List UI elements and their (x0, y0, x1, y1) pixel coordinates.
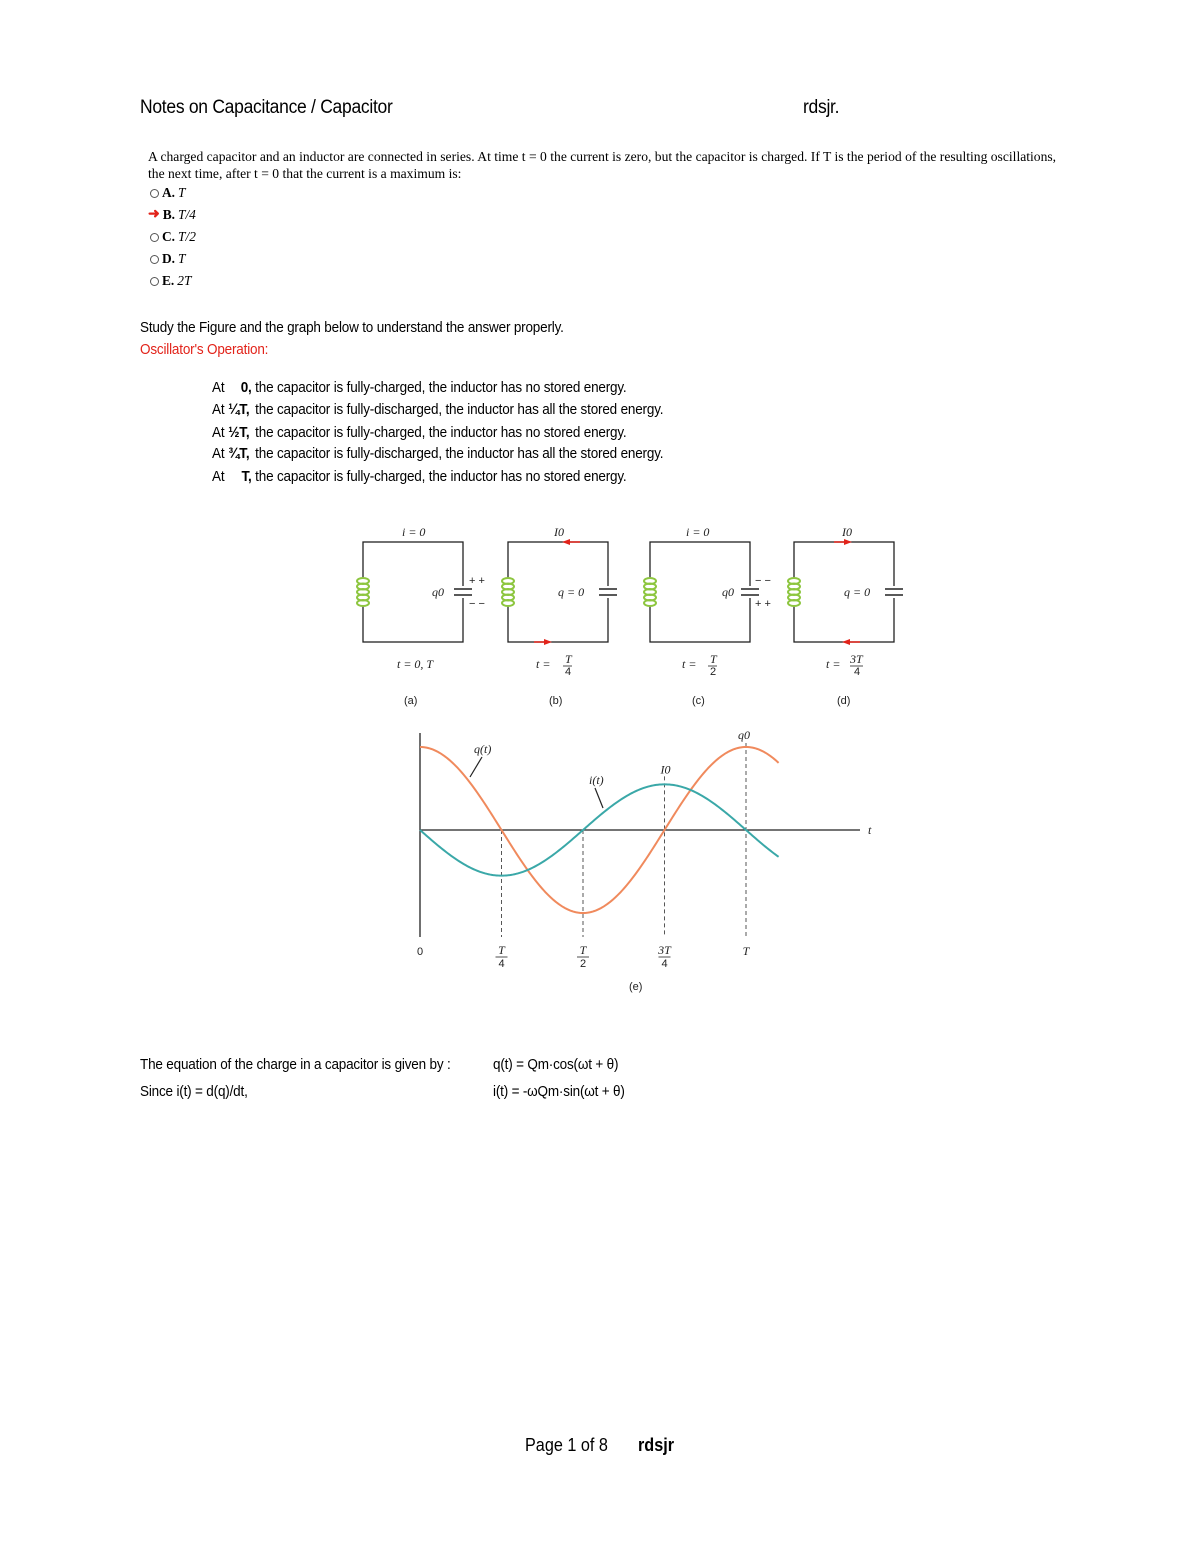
intro-text: Study the Figure and the graph below to understand the answer properly. (140, 319, 564, 336)
charge-label: q = 0 (558, 585, 585, 599)
tick-label-numerator: T (579, 943, 587, 957)
current-label: i = 0 (402, 525, 426, 539)
option-letter: B. (162, 207, 176, 222)
equation-line-1-left: The equation of the charge in a capacitor is given by : (140, 1056, 451, 1073)
state-line: At 0, the capacitor is fully-charged, the inductor has no stored energy. (212, 379, 627, 396)
option-value: T/4 (178, 207, 196, 222)
option-value: T/2 (178, 229, 196, 244)
svg-text:− −: − − (755, 575, 771, 587)
option-value: 2T (177, 273, 192, 288)
circuit-b (502, 525, 617, 707)
radio-icon[interactable] (150, 189, 159, 198)
state-line: At ½T, the capacitor is fully-charged, the inductor has no stored energy. (212, 424, 627, 441)
option-a[interactable] (150, 185, 185, 201)
svg-text:t =: t = (826, 657, 841, 671)
circuit-c (644, 525, 771, 707)
q-peak-label: q0 (738, 728, 750, 742)
tick-label-denominator: 4 (498, 958, 505, 970)
selected-arrow-icon: ➜ (148, 207, 160, 222)
circuit-a (357, 525, 485, 707)
section-title: Oscillator's Operation: (140, 341, 269, 358)
state-line: At T, the capacitor is fully-charged, the inductor has no stored energy. (212, 468, 627, 485)
caption-c: (c) (692, 695, 705, 707)
svg-text:− −: − − (469, 598, 485, 610)
charge-label: q0 (722, 585, 734, 599)
tick-label-numerator: T (498, 943, 505, 957)
caption-d: (d) (837, 695, 851, 707)
option-letter: D. (162, 251, 176, 266)
radio-icon[interactable] (150, 277, 159, 286)
i-peak-label: I0 (660, 762, 671, 777)
current-label: I0 (554, 525, 564, 539)
page-title: Notes on Capacitance / Capacitor (140, 97, 393, 118)
time-num: T (710, 652, 717, 666)
time-label: t = 0, T (397, 657, 434, 671)
oscillation-chart (390, 725, 890, 1000)
tick-label: 0 (416, 946, 424, 958)
svg-text:t =: t = (536, 657, 551, 671)
equation-line-2-right: i(t) = -ωQm·sin(ωt + θ) (493, 1083, 625, 1100)
x-axis-label: t (868, 823, 872, 837)
svg-text:+ +: + + (755, 598, 771, 610)
current-label: I0 (842, 525, 852, 539)
svg-text:t =: t = (682, 657, 697, 671)
state-line: At ¾T, the capacitor is fully-discharged, the inductor has all the stored energy. (212, 445, 664, 462)
chart-guides (502, 743, 747, 937)
option-e[interactable] (150, 273, 191, 289)
tick-label-denominator: 4 (661, 958, 668, 970)
tick-label-numerator: 3T (658, 943, 671, 957)
equation-line-1-right: q(t) = Qm·cos(ωt + θ) (493, 1056, 619, 1073)
option-d[interactable] (150, 251, 185, 267)
footer-author: rdsjr (638, 1435, 675, 1455)
option-value: T (178, 185, 186, 200)
current-label: i = 0 (686, 525, 710, 539)
page-number: Page 1 of 8 (525, 1435, 608, 1455)
equation-line-2-left: Since i(t) = d(q)/dt, (140, 1083, 248, 1100)
series-i-label: i(t) (589, 773, 604, 787)
circuit-d (788, 525, 903, 707)
question-text: A charged capacitor and an inductor are connected in series. At time t = 0 the current is zero, but the capacitor is charged. If T is the period of the resulting oscillations, the next time, after t = 0 that the current is a maximum is: (148, 149, 1057, 181)
header-author: rdsjr. (803, 97, 840, 118)
option-letter: C. (162, 229, 176, 244)
option-letter: A. (162, 185, 176, 200)
time-den: 4 (854, 666, 861, 678)
option-letter: E. (162, 273, 175, 288)
caption-a: (a) (404, 695, 418, 707)
chart-caption: (e) (629, 981, 643, 993)
svg-text:+ +: + + (469, 575, 485, 587)
charge-label: q0 (432, 585, 444, 599)
time-den: 4 (565, 666, 572, 678)
series-q-label: q(t) (474, 742, 492, 756)
lc-circuit-diagrams (340, 520, 920, 720)
time-num: 3T (850, 652, 863, 666)
charge-label: q = 0 (844, 585, 871, 599)
option-c[interactable] (150, 229, 196, 245)
radio-icon[interactable] (150, 233, 159, 242)
state-line: At ¼T, the capacitor is fully-discharged, the inductor has all the stored energy. (212, 401, 664, 418)
time-den: 2 (710, 666, 717, 678)
tick-label: T (742, 944, 750, 958)
option-b[interactable] (148, 207, 196, 223)
radio-icon[interactable] (150, 255, 159, 264)
tick-label-denominator: 2 (579, 958, 587, 970)
time-num: T (565, 652, 572, 666)
x-tick-labels (417, 943, 751, 970)
option-value: T (178, 251, 186, 266)
caption-b: (b) (549, 695, 563, 707)
